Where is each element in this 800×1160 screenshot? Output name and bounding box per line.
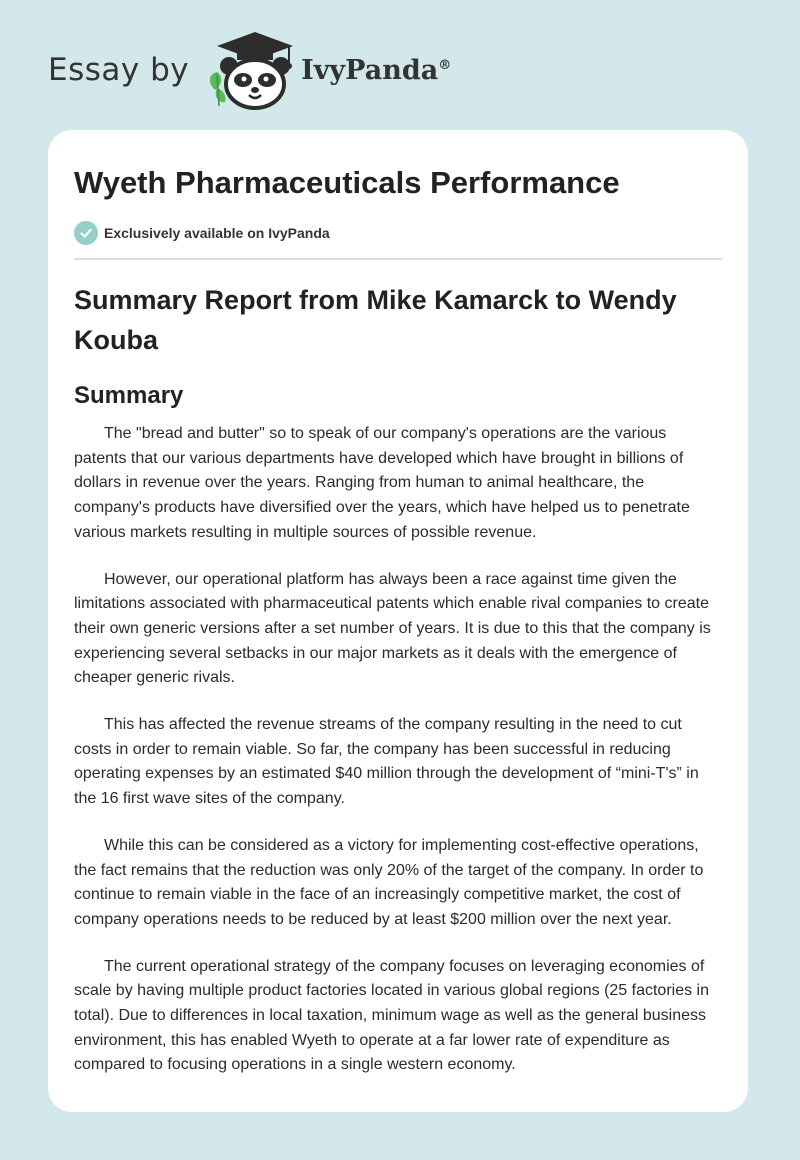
paragraph: This has affected the revenue streams of the company resulting in the need to cut costs in order to remain viable. So far, the company has been successful in reducing operating expenses by an estimated $40 million through the development of “mini-T's” in the 16 first wave sites of the company.	[74, 716, 699, 808]
divider	[74, 258, 722, 260]
registered-mark: ®	[438, 57, 452, 73]
panda-graduate-icon	[203, 30, 295, 110]
exclusive-badge	[74, 220, 722, 246]
paragraph: However, our operational platform has always been a race against time given the limitations associated with pharmaceutical patents which enable rival companies to create their own generic versions after a set number of years. It is due to this that the company is experiencing several setbacks in our major markets as it deals with the emergence of cheaper generic rivals.	[74, 570, 711, 687]
article-card	[48, 130, 748, 1112]
brand-name-text: IvyPanda	[301, 54, 439, 86]
page-title: Wyeth Pharmaceuticals Performance	[74, 165, 620, 200]
paragraph: The "bread and butter" so to speak of our company's operations are the various patents that our various departments have developed which have brought in billions of dollars in revenue over the years. Ranging from human to animal healthcare, the company's products have diversified over the years, which have helped us to penetrate various markets resulting in multiple sources of possible revenue.	[74, 425, 690, 541]
section-heading: Summary	[74, 382, 184, 409]
site-brand[interactable]	[48, 30, 451, 110]
report-subtitle: Summary Report from Mike Kamarck to Wendy Kouba	[74, 285, 677, 355]
article-body	[74, 422, 722, 1078]
paragraph: The current operational strategy of the company focuses on leveraging economies of scale by having multiple product factories located in various global regions (25 factories in total). Due to differences in local taxation, minimum wage as well as the general business environment, this has enabled Wyeth to operate at a far lower rate of expenditure as compared to focusing operations in a single western economy.	[74, 957, 710, 1074]
brand-name	[301, 55, 451, 86]
badge-text: Exclusively available on IvyPanda	[104, 225, 330, 241]
check-circle-icon	[74, 221, 98, 245]
brand-prefix: Essay by	[48, 52, 190, 88]
paragraph: While this can be considered as a victory for implementing cost-effective operations, the fact remains that the reduction was only 20% of the target of the company. In order to continue to remain viable in the face of an increasingly competitive market, the cost of company operations needs to be reduced by at least $200 million over the next year.	[74, 836, 704, 928]
